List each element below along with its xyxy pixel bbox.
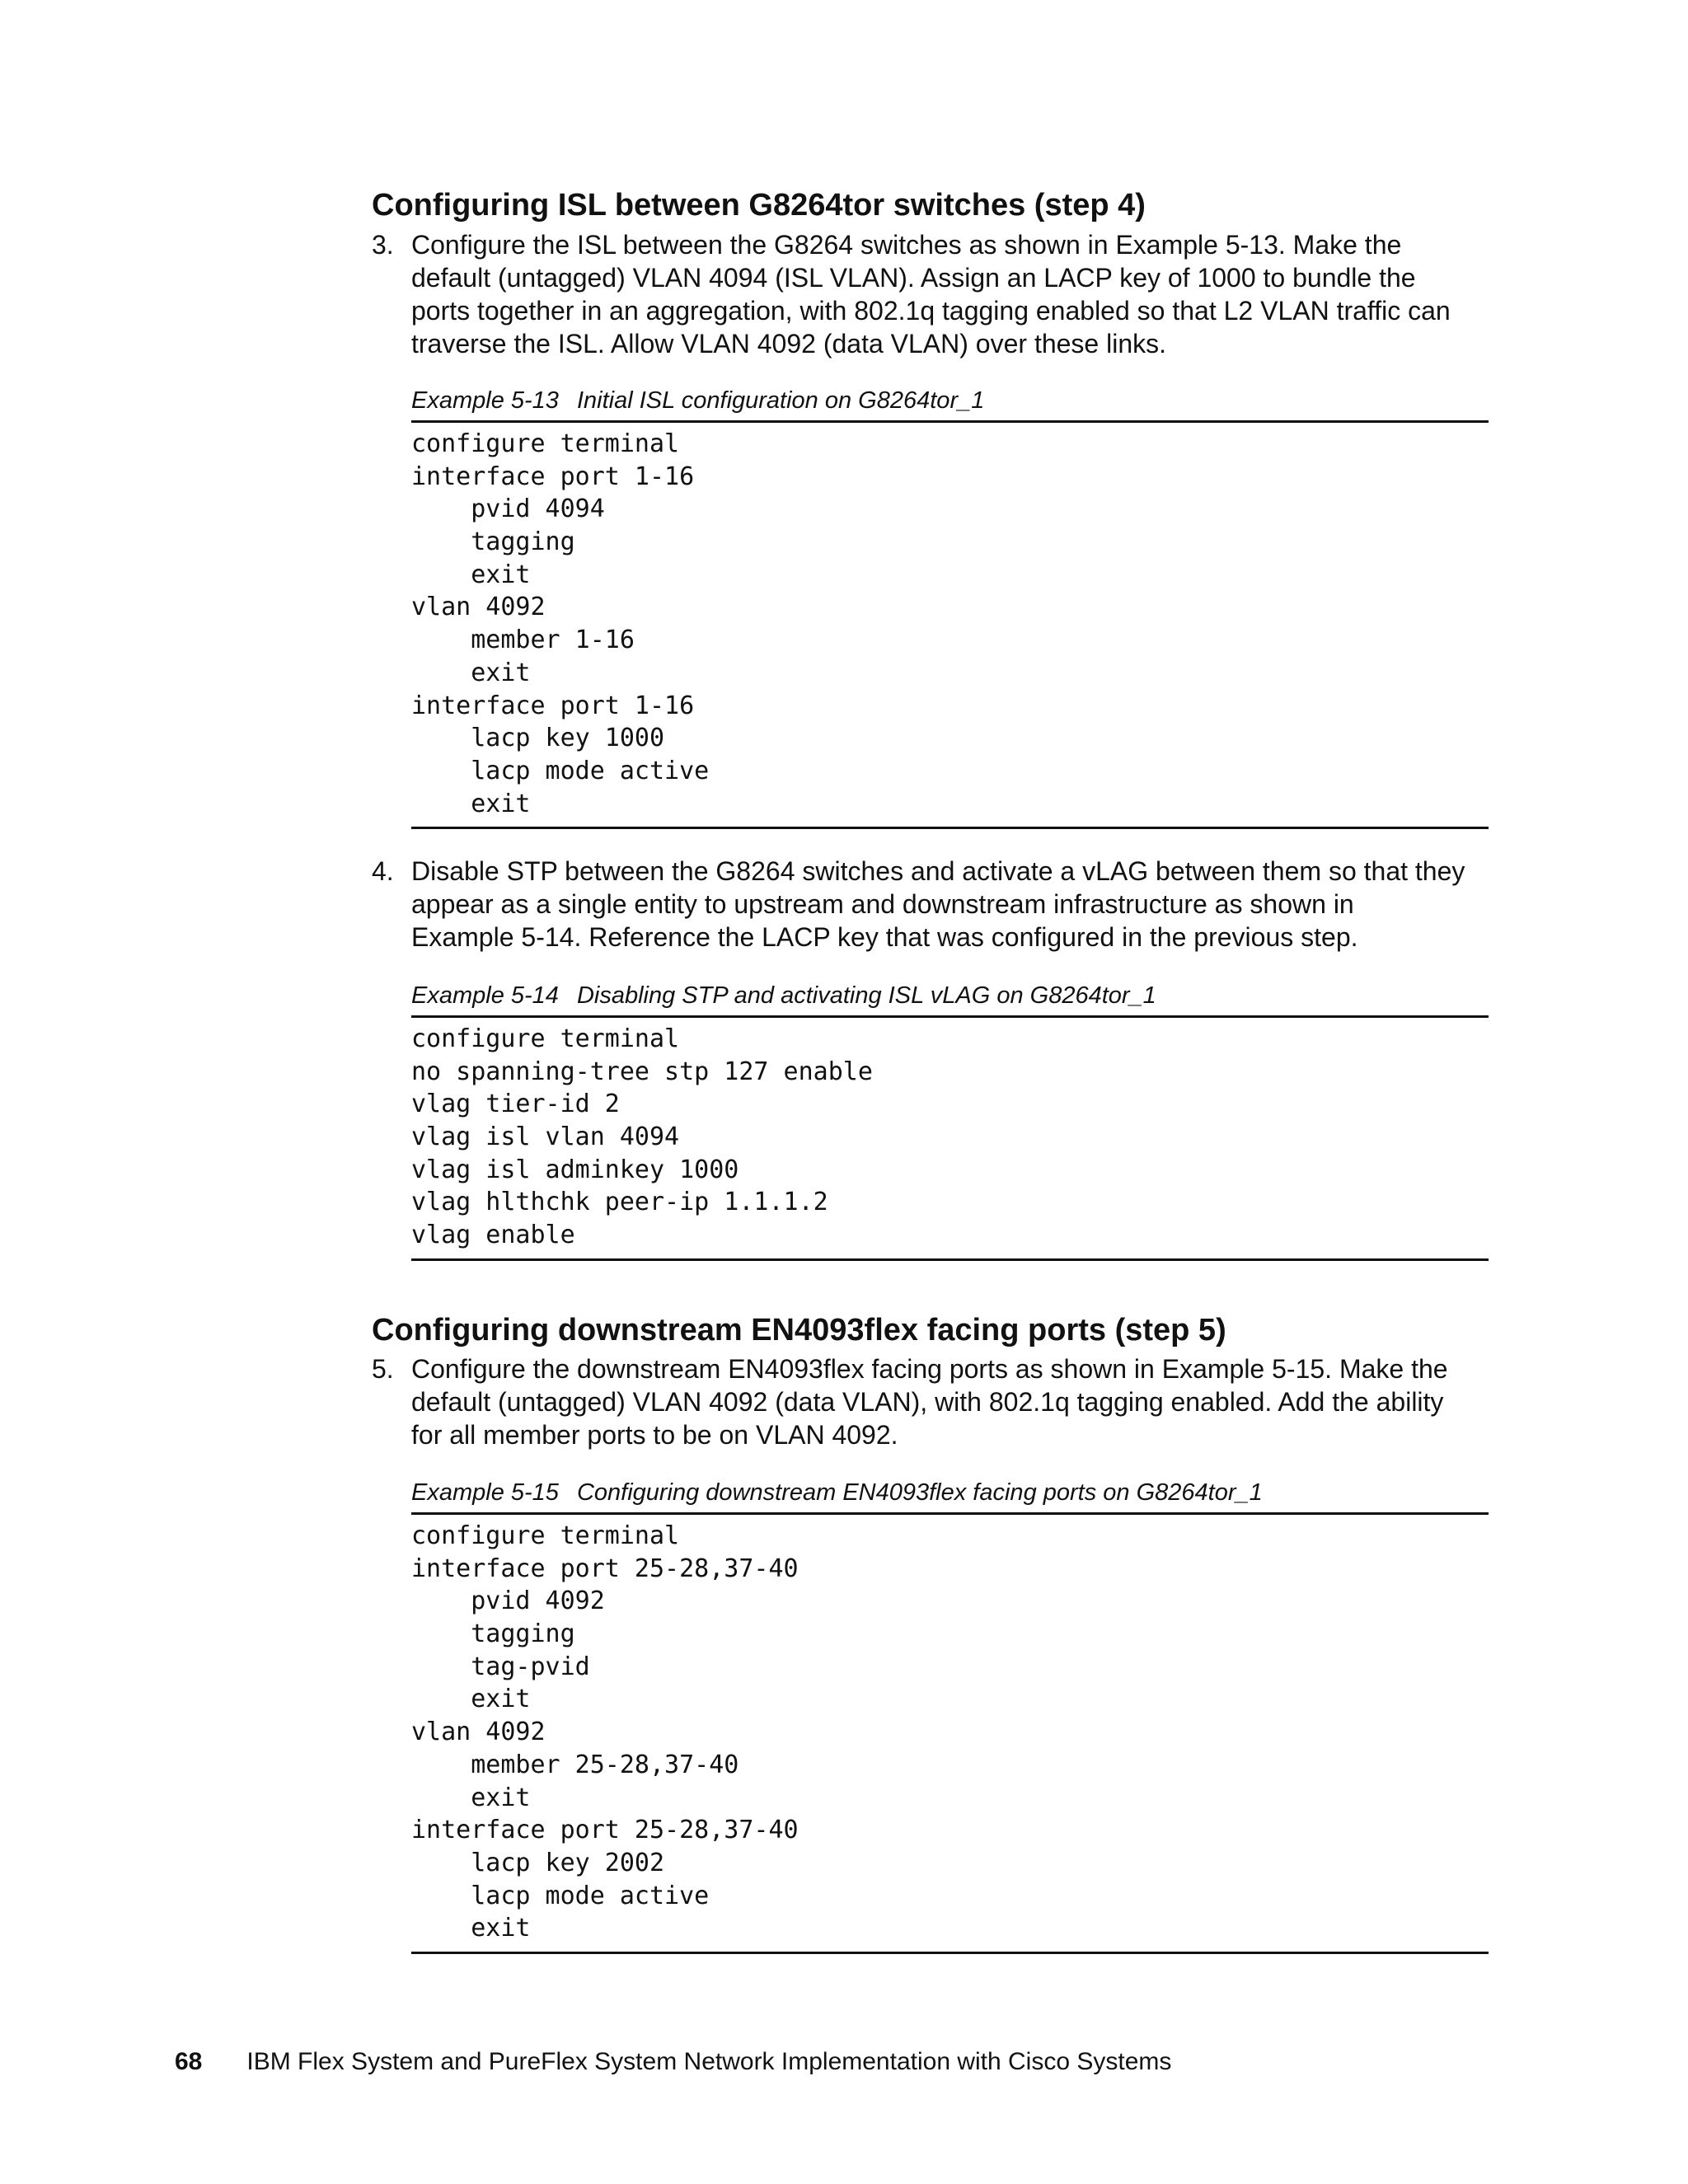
example-5-14	[411, 981, 1489, 1261]
code-line: exit	[411, 560, 531, 589]
code-line: member 1-16	[411, 626, 635, 655]
code-line: exit	[411, 1914, 531, 1943]
example-title: Initial ISL configuration on G8264tor_1	[576, 387, 985, 414]
section-heading: Configuring downstream EN4093flex facing ports (step 5)	[372, 1313, 1226, 1347]
step-number: 5.	[372, 1354, 394, 1384]
code-line: lacp mode active	[411, 1881, 710, 1910]
example-caption	[411, 386, 1489, 423]
code-line: no spanning-tree stp 127 enable	[411, 1057, 873, 1086]
text-line: Disable STP between the G8264 switches and activate a vLAG between them so that they	[411, 856, 1465, 886]
page-number: 68	[175, 2048, 203, 2075]
code-block	[411, 423, 1489, 829]
step-text	[411, 228, 1489, 360]
code-line: vlan 4092	[411, 593, 546, 622]
code-line: tagging	[411, 527, 575, 557]
example-5-15	[411, 1478, 1489, 1954]
code-line: configure terminal	[411, 429, 680, 458]
code-line: vlan 4092	[411, 1718, 546, 1747]
code-line: configure terminal	[411, 1521, 680, 1550]
code-line: tag-pvid	[411, 1652, 590, 1681]
step-number: 3.	[372, 230, 394, 260]
book-title: IBM Flex System and PureFlex System Network Implementation with Cisco Systems	[246, 2048, 1172, 2075]
example-number: Example 5-15	[411, 1479, 559, 1506]
code-line: vlag tier-id 2	[411, 1090, 620, 1119]
example-title: Configuring downstream EN4093flex facing ports on G8264tor_1	[576, 1479, 1263, 1506]
text-line: default (untagged) VLAN 4092 (data VLAN), with 802.1q tagging enabled. Add the ability	[411, 1387, 1444, 1417]
text-line: traverse the ISL. Allow VLAN 4092 (data VLAN) over these links.	[411, 329, 1167, 359]
example-number: Example 5-14	[411, 982, 559, 1009]
example-number: Example 5-13	[411, 387, 559, 414]
code-line: interface port 25-28,37-40	[411, 1554, 799, 1583]
step-5	[372, 1352, 1489, 1451]
section-heading: Configuring ISL between G8264tor switches (step 4)	[372, 188, 1146, 223]
text-line: appear as a single entity to upstream and downstream infrastructure as shown in	[411, 889, 1354, 919]
example-5-13	[411, 386, 1489, 829]
code-line: lacp key 1000	[411, 724, 665, 753]
page-footer	[175, 2046, 1171, 2079]
code-block	[411, 1515, 1489, 1954]
code-line: exit	[411, 1685, 531, 1714]
example-caption	[411, 981, 1489, 1018]
example-title: Disabling STP and activating ISL vLAG on G8264tor_1	[576, 982, 1156, 1009]
code-line: pvid 4092	[411, 1586, 605, 1616]
text-line: ports together in an aggregation, with 802.1q tagging enabled so that L2 VLAN traffic can	[411, 296, 1451, 326]
text-line: default (untagged) VLAN 4094 (ISL VLAN). Assign an LACP key of 1000 to bundle the	[411, 263, 1416, 293]
text-line: Configure the downstream EN4093flex facing ports as shown in Example 5-15. Make the	[411, 1354, 1448, 1384]
code-block	[411, 1018, 1489, 1261]
code-line: interface port 1-16	[411, 691, 695, 720]
code-line: member 25-28,37-40	[411, 1750, 739, 1779]
code-line: lacp mode active	[411, 756, 710, 785]
code-line: exit	[411, 1783, 531, 1812]
text-line: Configure the ISL between the G8264 switches as shown in Example 5-13. Make the	[411, 230, 1402, 260]
code-line: interface port 1-16	[411, 462, 695, 491]
step-text	[411, 855, 1489, 954]
example-caption	[411, 1478, 1489, 1515]
code-line: vlag isl adminkey 1000	[411, 1155, 739, 1184]
code-line: vlag hlthchk peer-ip 1.1.1.2	[411, 1188, 828, 1217]
step-4	[372, 855, 1489, 954]
code-line: exit	[411, 789, 531, 818]
step-3	[372, 228, 1489, 360]
code-line: tagging	[411, 1619, 575, 1649]
code-line: lacp key 2002	[411, 1848, 665, 1877]
code-line: vlag enable	[411, 1221, 575, 1250]
text-line: Example 5-14. Reference the LACP key that was configured in the previous step.	[411, 922, 1358, 952]
code-line: vlag isl vlan 4094	[411, 1122, 680, 1152]
code-line: exit	[411, 658, 531, 687]
code-line: interface port 25-28,37-40	[411, 1816, 799, 1845]
text-line: for all member ports to be on VLAN 4092.	[411, 1420, 898, 1450]
code-line: configure terminal	[411, 1024, 680, 1053]
code-line: pvid 4094	[411, 494, 605, 524]
step-number: 4.	[372, 856, 394, 886]
step-text	[411, 1352, 1489, 1451]
